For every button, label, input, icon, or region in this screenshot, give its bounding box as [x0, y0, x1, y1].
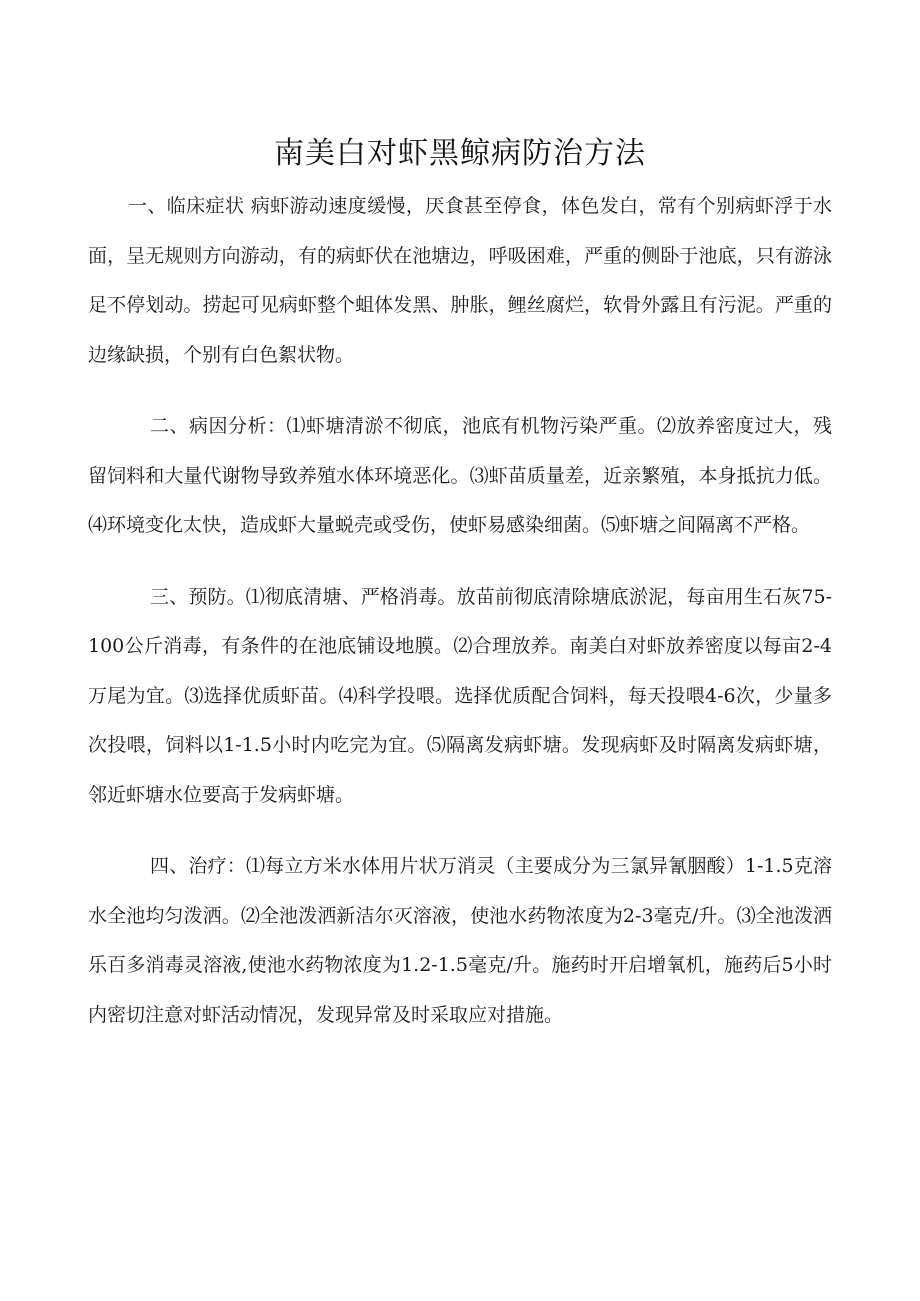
paragraph-treatment: 四、治疗：⑴每立方米水体用片状万消灵（主要成分为三氯异氰胭酸）1-1.5克溶水全池均匀泼洒。⑵全池泼洒新洁尔灭溶液，使池水药物浓度为2-3毫克/升。⑶全池泼洒乐百多消毒灵溶液,使池水药物浓度为1.2-1.5毫克/升。施药时开启增氧机，施药后5小时内密切注意对虾活动情况，发现异常及时采取应对措施。: [88, 855, 832, 1026]
paragraph-cause-analysis: 二、病因分析：⑴虾塘清淤不彻底，池底有机物污染严重。⑵放养密度过大，残留饲料和大量代谢物导致养殖水体环境恶化。⑶虾苗质量差，近亲繁殖，本身抵抗力低。⑷环境变化太快，造成虾大量蜕壳或受伤，使虾易感染细菌。⑸虾塘之间隔离不严格。: [88, 415, 832, 536]
paragraph-clinical-symptoms: 一、临床症状 病虾游动速度缓慢，厌食甚至停食，体色发白，常有个别病虾浮于水面，呈无规则方向游动，有的病虾伏在池塘边，呼吸困难，严重的侧卧于池底，只有游泳足不停划动。捞起可见病虾整个蛆体发黑、肿胀，鲤丝腐烂，软骨外露且有污泥。严重的边缘缺损，个别有白色絮状物。: [88, 195, 832, 366]
document-title: 南美白对虾黑鲸病防治方法: [274, 136, 646, 171]
paragraph-prevention: 三、预防。⑴彻底清塘、严格消毒。放苗前彻底清除塘底淤泥，每亩用生石灰75-100公斤消毒，有条件的在池底铺设地膜。⑵合理放养。南美白对虾放养密度以每亩2-4万尾为宜。⑶选择优质虾苗。⑷科学投喂。选择优质配合饲料，每天投喂4-6次，少量多次投喂，饲料以1-1.5小时内吃完为宜。⑸隔离发病虾塘。发现病虾及时隔离发病虾塘，邻近虾塘水位要高于发病虾塘。: [88, 585, 832, 806]
